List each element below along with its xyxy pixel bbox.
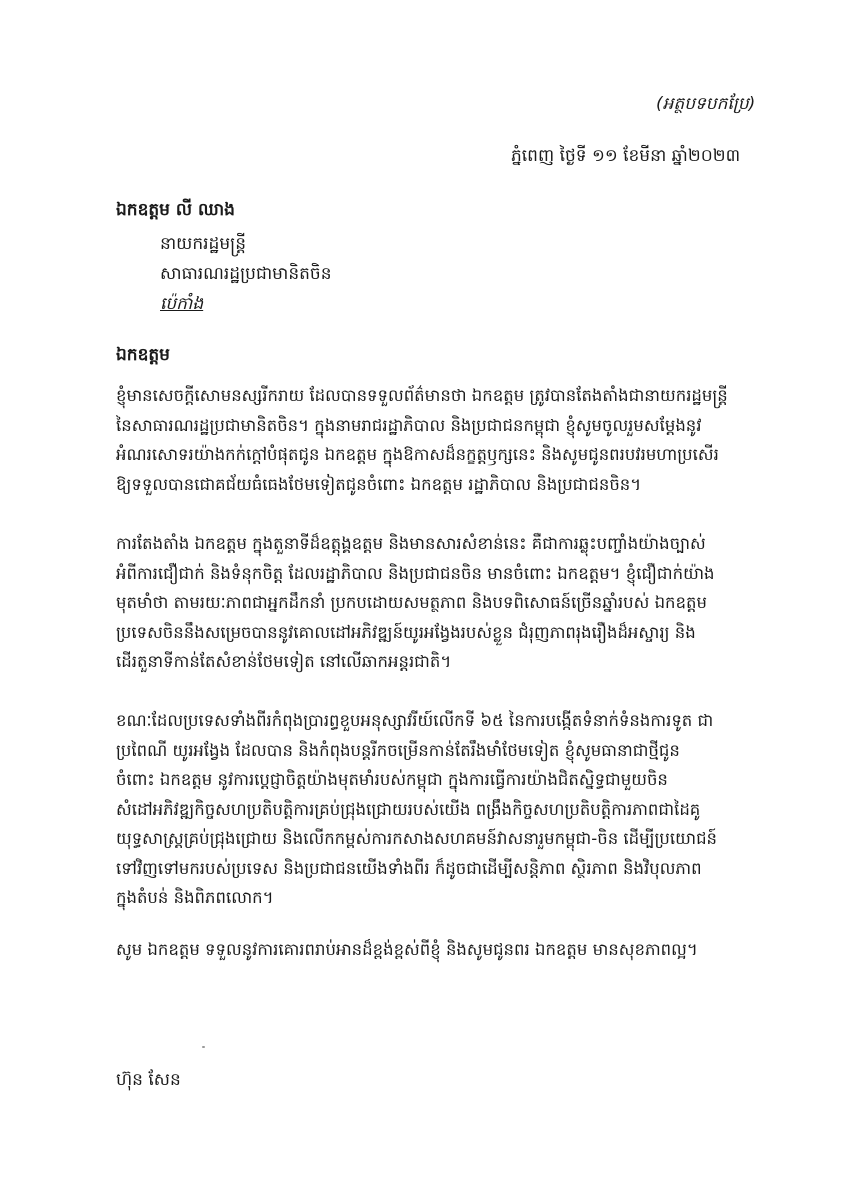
place-and-date: ភ្នំពេញ ថ្ងៃទី ១១ ខែមីនា ឆ្នាំ២០២៣ [511,146,741,166]
recipient-title: នាយករដ្ឋមន្ត្រី [160,234,246,254]
paragraph-line: ក្នុងតំបន់ និងពិភពលោក។ [116,888,274,907]
paragraph-closing [116,935,732,965]
paragraph-line: ការតែងតាំង ឯកឧត្តម ក្នុងតួនាទីដ៏ឧត្តុង្គឧត្តម និងមានសារសំខាន់នេះ គឺជាការឆ្លុះបញ្ចាំងយ៉ាងច្បាស់ [116,534,706,553]
paragraph-line: ប្រពៃណី យូរអង្វែង ដែលបាន និងកំពុងបន្តរីកចម្រើនកាន់តែរឹងមាំថែមទៀត ខ្ញុំសូមធានាជាថ្មីជូន [116,740,680,760]
recipient-name: ឯកឧត្តម លី ឈាង [116,200,235,220]
signature-name: ហ៊ុន សែន [116,1070,181,1090]
paragraph-line: សូម ឯកឧត្តម ទទួលនូវការគោរពរាប់អានដ៏ខ្ពង់ខ្ពស់ពីខ្ញុំ និងសូមជូនពរ ឯកឧត្តម មានសុខភាពល្អ។ [116,940,698,959]
paragraph-anniversary [116,706,732,913]
salutation: ឯកឧត្តម [116,345,170,365]
paragraph-appointment [116,529,732,677]
paragraph-line: សំដៅអភិវឌ្ឍកិច្ចសហប្រតិបត្តិការគ្រប់ជ្រុងជ្រោយរបស់យើង ពង្រឹងកិច្ចសហប្រតិបត្តិការភាពជាដៃគូ [116,799,701,819]
paragraph-line: មុតមាំថា តាមរយៈភាពជាអ្នកដឹកនាំ ប្រកបដោយសមត្ថភាព និងបទពិសោធន៍ច្រើនឆ្នាំរបស់ ឯកឧត្តម [116,593,707,612]
paragraph-line: ខ្ញុំមានសេចក្តីសោមនស្សរីករាយ ដែលបានទទួលព័ត៌មានថា ឯកឧត្តម ត្រូវបានតែងតាំងជានាយករដ្ឋមន្ត្រី [116,386,728,405]
recipient-city: ប៉េកាំង [160,294,204,314]
paragraph-line: ដើរតួនាទីកាន់តែសំខាន់ថែមទៀត នៅលើឆាកអន្តរជាតិ។ [116,652,452,671]
scan-speck [202,1046,205,1048]
paragraph-line: ប្រទេសចិននឹងសម្រេចបាននូវគោលដៅអភិវឌ្ឍន៍យូរអង្វែងរបស់ខ្លួន ជំរុញភាពរុងរឿងដ៏អស្ចារ្យ និង [116,622,696,642]
recipient-country: សាធារណរដ្ឋប្រជាមានិតចិន [160,264,332,284]
paragraph-line: ខណៈដែលប្រទេសទាំងពីរកំពុងប្រារព្ធខួបអនុស្សាវរីយ៍លើកទី ៦៥ នៃការបង្កើតទំនាក់ទំនងការទូត ជា [116,711,714,730]
paragraph-congratulations [116,381,732,499]
translation-reference-mark: (អត្ថបទបកប្រែ) [656,94,756,114]
paragraph-line: អំពីការជឿជាក់ និងទំនុកចិត្ត ដែលរដ្ឋាភិបាល និងប្រជាជនចិន មានចំពោះ ឯកឧត្តម។ ខ្ញុំជឿជាក់យ៉ាង [116,563,715,583]
paragraph-line: នៃសាធារណរដ្ឋប្រជាមានិតចិន។ ក្នុងនាមរាជរដ្ឋាភិបាល និងប្រជាជនកម្ពុជា ខ្ញុំសូមចូលរួមសម្តែងនូវ [116,415,702,435]
paragraph-line: យុទ្ធសាស្រ្តគ្រប់ជ្រុងជ្រោយ និងលើកកម្ពស់ការកសាងសហគមន៍វាសនារួមកម្ពុជា-ចិន ដើម្បីប្រយោជន៍ [116,829,718,848]
paragraph-line: ឱ្យទទួលបានជោគជ័យធំធេងថែមទៀតជូនចំពោះ ឯកឧត្តម រដ្ឋាភិបាល និងប្រជាជនចិន។ [116,474,642,494]
paragraph-line: ចំពោះ ឯកឧត្តម នូវការប្តេជ្ញាចិត្តយ៉ាងមុតមាំរបស់កម្ពុជា ក្នុងការធ្វើការយ៉ាងជិតស្និទ្ធជាមួយចិន [116,770,668,789]
paragraph-line: ទៅវិញទៅមករបស់ប្រទេស និងប្រជាជនយើងទាំងពីរ ក៏ដូចជាដើម្បីសន្តិភាព ស្ថិរភាព និងវិបុលភាព [116,858,702,878]
paragraph-line: អំណរសោទរយ៉ាងកក់ក្តៅបំផុតជូន ឯកឧត្តម ក្នុងឱកាសដ៏នក្ខត្តឫក្សនេះ និងសូមជូនពរបវរមហាប្រសើរ [116,445,719,464]
